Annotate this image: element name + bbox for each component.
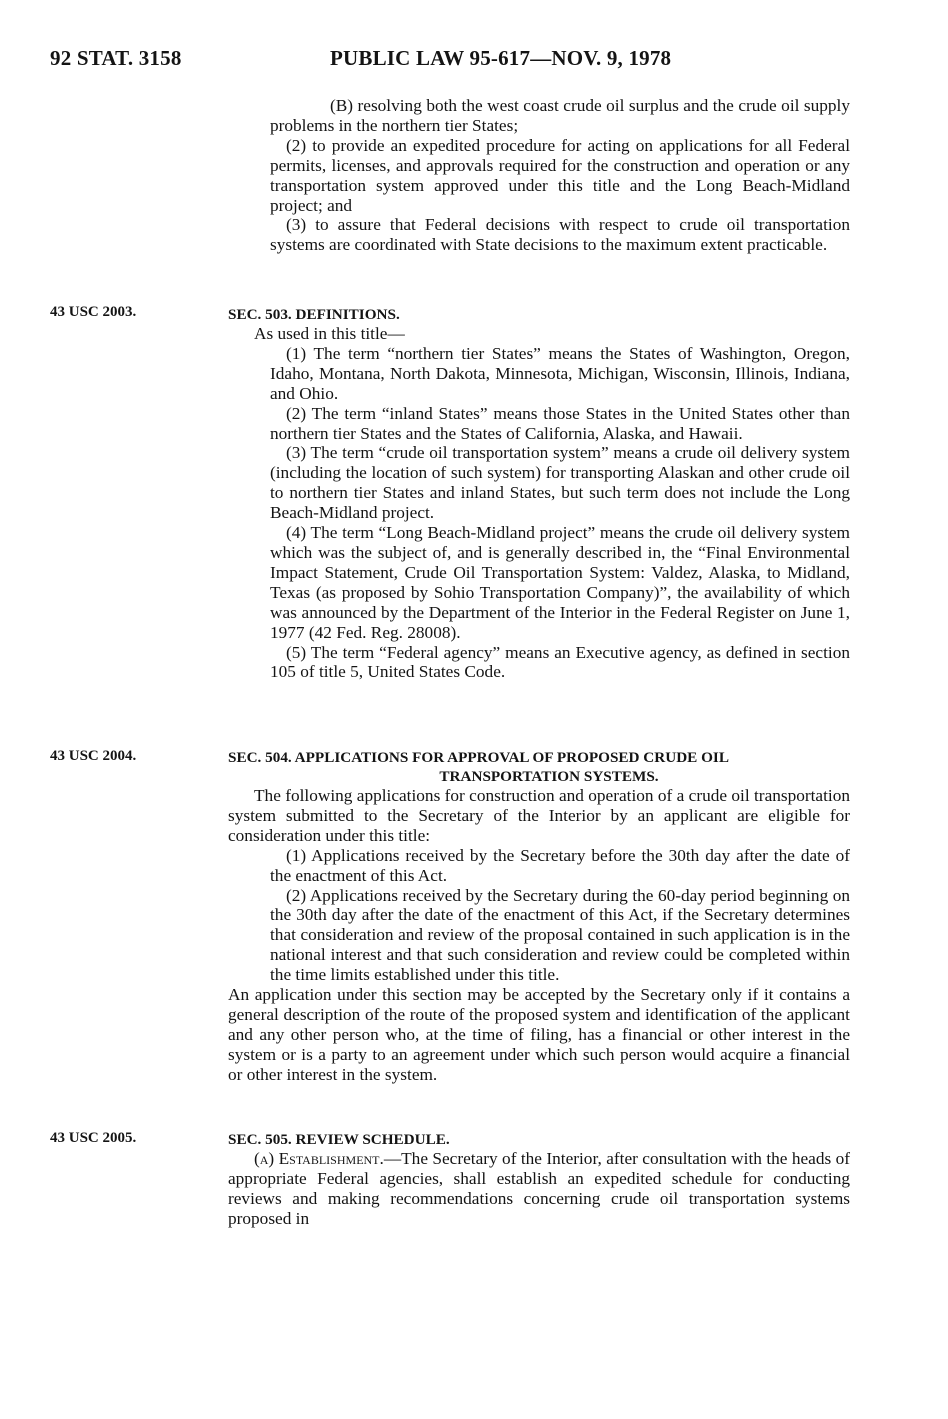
section-505: [228, 1130, 850, 1229]
section-504-closing: An application under this section may be accepted by the Secretary only if it contains a general description of the route of the proposed system and identification of the applicant and any other person who, at the time of filing, has a financial or other interest in the system or is a party to an agreement under which such person would acquire a financial or other interest in the system.: [228, 985, 850, 1084]
section-504-intro: The following applications for construction and operation of a crude oil transportation system submitted to the Secretary of the Interior by an applicant are eligible for consideration under this title:: [228, 786, 850, 845]
section-504-heading: SEC. 504. APPLICATIONS FOR APPROVAL OF PROPOSED CRUDE OIL: [228, 749, 729, 766]
section-503-heading: SEC. 503. DEFINITIONS.: [228, 306, 400, 323]
page-stat-number: 92 STAT. 3158: [50, 46, 182, 70]
paragraph-b-resolving: (B) resolving both the west coast crude oil surplus and the crude oil supply problems in the northern tier States;: [270, 96, 850, 135]
subsection-a-label: (a) Establishment.: [254, 1149, 384, 1168]
section-505-subsection-a: [228, 1149, 850, 1229]
section-505-heading: SEC. 505. REVIEW SCHEDULE.: [228, 1131, 450, 1148]
section-504: [228, 748, 850, 1085]
margin-note-usc-2005: 43 USC 2005.: [50, 1130, 137, 1146]
margin-note-usc-2004: 43 USC 2004.: [50, 748, 137, 764]
application-criterion-1: (1) Applications received by the Secretary before the 30th day after the date of the enactment of this Act.: [270, 845, 850, 885]
definition-transport-system: (3) The term “crude oil transportation system” means a crude oil delivery system (including the location of such system) for transporting Alaskan and other crude oil to northern tier States and inland States, but such term does not include the Long Beach-Midland project.: [270, 443, 850, 523]
page-title: PUBLIC LAW 95-617—NOV. 9, 1978: [330, 46, 672, 70]
section-503: [228, 305, 850, 682]
section-504-heading-cont: TRANSPORTATION SYSTEMS.: [439, 768, 659, 785]
definition-northern-tier: (1) The term “northern tier States” means the States of Washington, Oregon, Idaho, Montana, North Dakota, Minnesota, Michigan, Wisconsin, Illinois, Indiana, and Ohio.: [270, 343, 850, 403]
application-criterion-2: (2) Applications received by the Secretary during the 60-day period beginning on the 30th day after the date of the enactment of this Act, if the Secretary determines that consideration and review of the proposal contained in such application is in the national interest and that such consideration and review could be completed within the time limits established under this title.: [270, 885, 850, 985]
definition-long-beach-midland: (4) The term “Long Beach-Midland project” means the crude oil delivery system which was the subject of, and is generally described in, the “Final Environmental Impact Statement, Crude Oil Transportation System: Valdez, Alaska, to Midland, Texas (as proposed by Sohio Transportation Company)”, the availability of which was announced by the Department of the Interior in the Federal Register on June 1, 1977 (42 Fed. Reg. 28008).: [270, 523, 850, 642]
definition-federal-agency: (5) The term “Federal agency” means an Executive agency, as defined in section 105 of title 5, United States Code.: [270, 642, 850, 682]
subsection-a-text: —The Secretary of the Interior, after consultation with the heads of appropriate Federal agencies, shall establish an expedited schedule for conducting reviews and making recommendations concerning crude oil transportation systems proposed in: [228, 1149, 850, 1228]
section-503-intro: As used in this title—: [254, 324, 405, 343]
definition-inland-states: (2) The term “inland States” means those States in the United States other than northern tier States and the States of California, Alaska, and Hawaii.: [270, 403, 850, 443]
paragraph-2-expedited-procedure: (2) to provide an expedited procedure for acting on applications for all Federal permits, licenses, and approvals required for the construction and operation or any transportation system approved under this title and the Long Beach-Midland project; and: [270, 135, 850, 215]
section-502-continuation: [228, 96, 850, 255]
margin-note-usc-2003: 43 USC 2003.: [50, 304, 137, 320]
paragraph-3-coordination: (3) to assure that Federal decisions with respect to crude oil transportation systems are coordinated with State decisions to the maximum extent practicable.: [270, 215, 850, 255]
